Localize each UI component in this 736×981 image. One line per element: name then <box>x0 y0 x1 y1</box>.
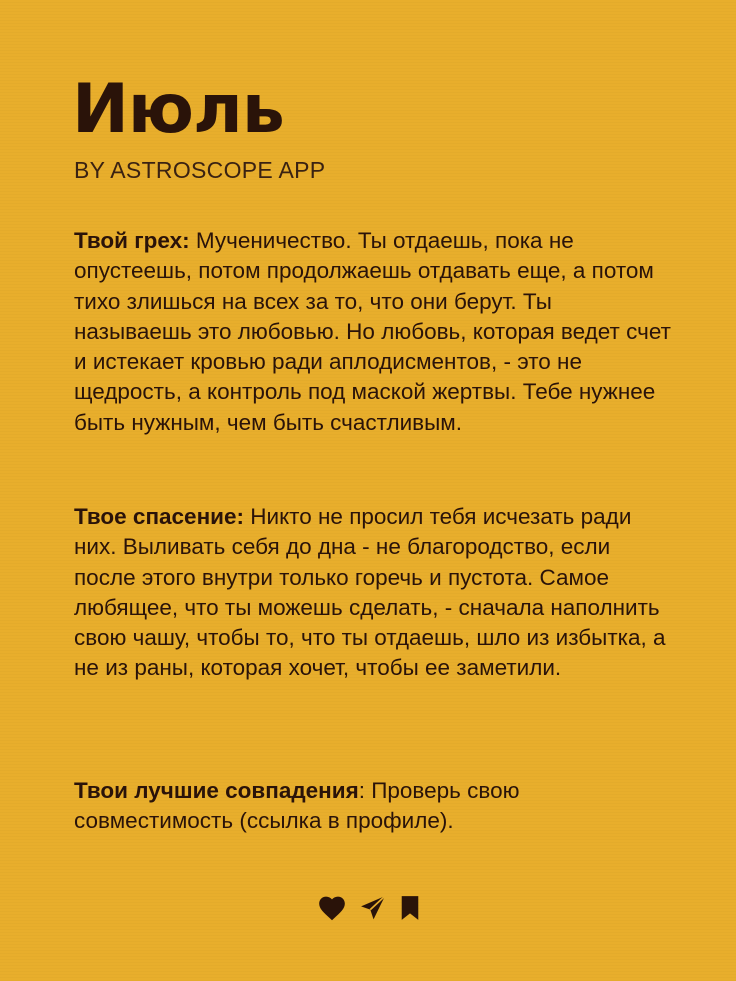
section-matches-label: Твои лучшие совпадения <box>74 778 359 803</box>
bookmark-icon[interactable] <box>400 895 420 921</box>
author-credit: BY ASTROSCOPE APP <box>74 157 326 183</box>
section-sin <box>74 226 674 438</box>
section-matches-text: : Проверь свою совместимость (ссылка в профиле). <box>74 778 520 834</box>
section-sin-text: Мученичество. Ты отдаешь, пока не опустеешь, потом продолжаешь отдавать еще, а потом тихо злишься на всех за то, что они берут. Ты называешь это любовью. Но любовь, которая ведет счет и истекает кровью ради аплодисментов, - это не щедрость, а контроль под маской жертвы. Тебе нужнее быть нужным, чем быть счастливым. <box>74 228 671 435</box>
heart-icon[interactable] <box>318 895 346 921</box>
page-title: Июль <box>72 70 284 149</box>
action-bar <box>318 893 422 923</box>
section-salvation-text: Никто не просил тебя исчезать ради них. Выливать себя до дна - не благородство, если после этого внутри только горечь и пустота. Самое любящее, что ты можешь сделать, - сначала наполнить свою чашу, чтобы то, что ты отдаешь, шло из избытка, а не из раны, которая хочет, чтобы ее заметили. <box>74 504 666 681</box>
section-sin-label: Твой грех: <box>74 228 190 253</box>
section-salvation <box>74 502 674 684</box>
send-icon[interactable] <box>360 895 386 921</box>
section-salvation-label: Твое спасение: <box>74 504 245 529</box>
section-matches <box>74 776 674 837</box>
